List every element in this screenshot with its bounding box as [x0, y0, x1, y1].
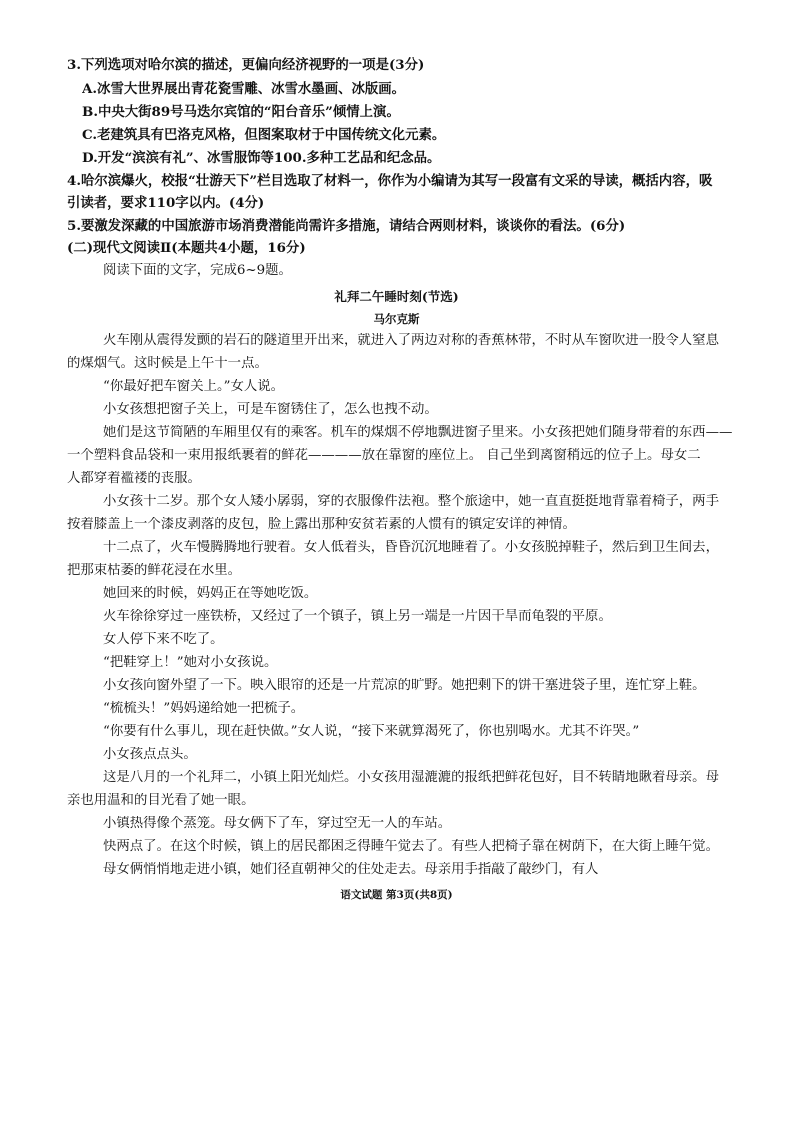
question-4-line-2: 引读者，要求110字以内。(4分): [67, 195, 265, 211]
story-line: 这是八月的一个礼拜二，小镇上阳光灿烂。小女孩用湿漉漉的报纸把鲜花包好，目不转睛地瞅着母亲。母: [103, 770, 719, 785]
story-line: 十二点了，火车慢腾腾地行驶着。女人低着头，昏昏沉沉地睡着了。小女孩脱掉鞋子，然后到卫生间去，: [103, 540, 719, 555]
section-instruction: 阅读下面的文字，完成6~9题。: [103, 263, 292, 278]
story-line: “你要有什么事儿，现在赶快做。”女人说，“接下来就算渴死了，你也别喝水。尤其不许哭。”: [103, 724, 640, 739]
story-line: “把鞋穿上！”她对小女孩说。: [103, 655, 278, 670]
story-line: 快两点了。在这个时候，镇上的居民都困乏得睡午觉去了。有些人把椅子靠在树荫下，在大街上睡午觉。: [103, 839, 719, 854]
story-line: 她们是这节简陋的车厢里仅有的乘客。机车的煤烟不停地飘进窗子里来。小女孩把她们随身带着的东西——: [103, 425, 733, 440]
story-line: “梳梳头！”妈妈递给她一把梳子。: [103, 701, 305, 716]
question-3-option-d: D.开发“滨滨有礼”、冰雪服饰等100.多种工艺品和纪念品。: [82, 150, 441, 166]
story-line: 人都穿着褴褛的丧服。: [67, 471, 201, 486]
question-3-stem: 3.下列选项对哈尔滨的描述，更偏向经济视野的一项是(3分): [67, 57, 425, 73]
story-line: “你最好把车窗关上。”女人说。: [103, 379, 285, 394]
story-line: 她回来的时候，妈妈正在等她吃饭。: [103, 586, 318, 601]
story-line: 小镇热得像个蒸笼。母女俩下了车，穿过空无一人的车站。: [103, 816, 452, 831]
story-line: 女人停下来不吃了。: [103, 632, 224, 647]
story-line: 小女孩想把窗子关上，可是车窗锈住了，怎么也拽不动。: [103, 402, 438, 417]
page-footer: 语文试题 第3页(共8页): [340, 889, 453, 901]
story-line: 按着膝盖上一个漆皮剥落的皮包，脸上露出那种安贫若素的人惯有的镇定安详的神情。: [67, 517, 576, 532]
story-line: 母女俩悄悄地走进小镇，她们径直朝神父的住处走去。母亲用手指敲了敲纱门，有人: [103, 862, 599, 877]
story-line: 小女孩点点头。: [103, 747, 197, 762]
story-line: 火车徐徐穿过一座铁桥，又经过了一个镇子，镇上另一端是一片因干旱而龟裂的平原。: [103, 609, 612, 624]
question-3-option-a: A.冰雪大世界展出青花瓷雪雕、冰雪水墨画、冰版画。: [82, 81, 406, 97]
story-line: 小女孩十二岁。那个女人矮小孱弱，穿的衣服像件法袍。整个旅途中，她一直直挺挺地背靠着椅子，两手: [103, 494, 719, 509]
story-line: 亲也用温和的目光看了她一眼。: [67, 793, 255, 808]
story-line: 一个塑料食品袋和一束用报纸裹着的鲜花————放在靠窗的座位上。 自己坐到离窗稍远的位子上。母女二: [67, 448, 701, 463]
question-3-option-b: B.中央大街89号马迭尔宾馆的“阳台音乐”倾情上演。: [82, 104, 400, 120]
story-title: 礼拜二午睡时刻(节选): [334, 289, 459, 304]
story-line: 火车刚从震得发颤的岩石的隧道里开出来，就进入了两边对称的香蕉林带，不时从车窗吹进一股令人窒息: [103, 333, 719, 348]
story-line: 的煤烟气。这时候是上午十一点。: [67, 356, 268, 371]
question-5: 5.要激发深藏的中国旅游市场消费潜能尚需许多措施，请结合两则材料，谈谈你的看法。(6分): [67, 218, 626, 234]
story-line: 把那束枯萎的鲜花浸在水里。: [67, 563, 242, 578]
story-line: 小女孩向窗外望了一下。映入眼帘的还是一片荒凉的旷野。她把剩下的饼干塞进袋子里，连忙穿上鞋。: [103, 678, 706, 693]
question-3-option-c: C.老建筑具有巴洛克风格，但图案取材于中国传统文化元素。: [82, 127, 446, 143]
section-heading: (二)现代文阅读Ⅱ(本题共4小题，16分): [67, 240, 306, 256]
question-4-line-1: 4.哈尔滨爆火，校报“壮游天下”栏目选取了材料一，你作为小编请为其写一段富有文采的导读，概括内容，吸: [67, 173, 713, 189]
story-author: 马尔克斯: [373, 312, 420, 326]
